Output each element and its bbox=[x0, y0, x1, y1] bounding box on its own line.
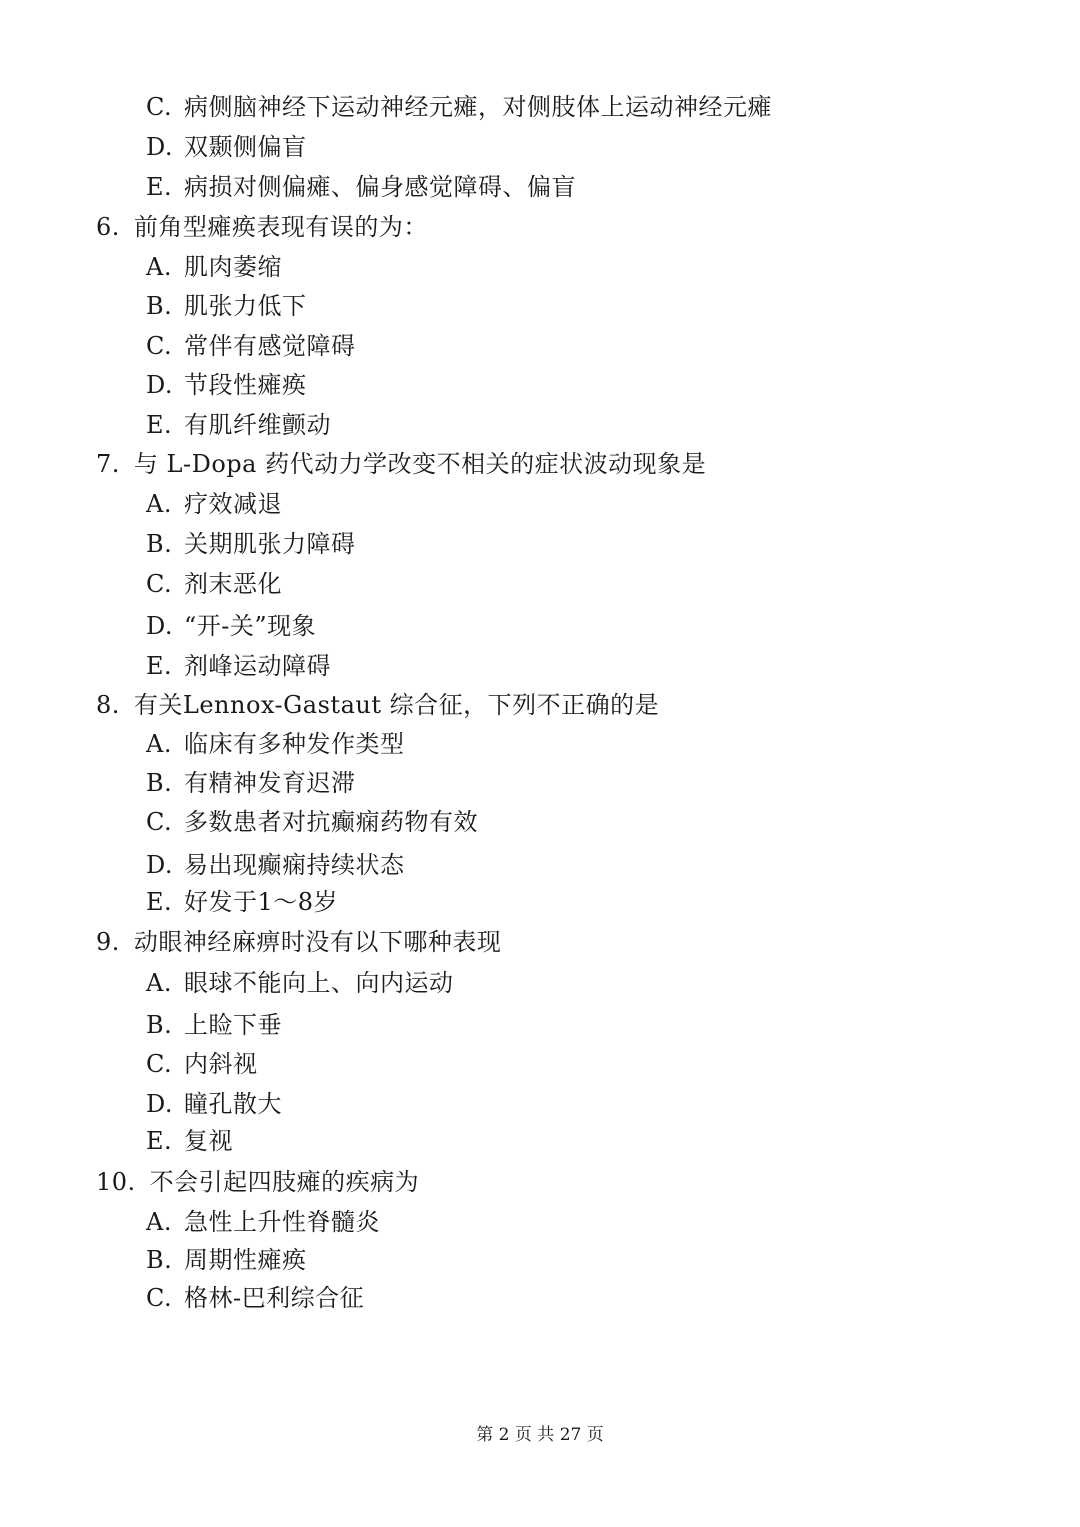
option-letter: B. bbox=[146, 1246, 173, 1274]
option-text: 上睑下垂 bbox=[184, 1011, 282, 1039]
answer-option bbox=[146, 1207, 380, 1237]
answer-option bbox=[146, 611, 316, 641]
option-letter: D. bbox=[146, 371, 174, 399]
option-text: 肌肉萎缩 bbox=[184, 253, 282, 281]
option-letter: E. bbox=[146, 652, 173, 680]
option-text: 双颞侧偏盲 bbox=[184, 133, 307, 161]
question-number: 7. bbox=[96, 450, 120, 478]
answer-option bbox=[146, 1245, 307, 1275]
option-text: 临床有多种发作类型 bbox=[184, 730, 405, 758]
answer-option bbox=[146, 370, 307, 400]
answer-option bbox=[146, 410, 331, 440]
option-text: 剂末恶化 bbox=[184, 570, 282, 598]
question-stem bbox=[96, 449, 706, 479]
answer-option bbox=[146, 1283, 364, 1313]
answer-option bbox=[146, 768, 356, 798]
question-number: 8. bbox=[96, 691, 120, 719]
option-text: 急性上升性脊髓炎 bbox=[184, 1208, 380, 1236]
answer-option bbox=[146, 887, 338, 917]
question-text: 前角型瘫痪表现有误的为： bbox=[133, 213, 428, 241]
option-text: 病侧脑神经下运动神经元瘫，对侧肢体上运动神经元瘫 bbox=[184, 93, 772, 121]
question-number: 9. bbox=[96, 928, 120, 956]
answer-option bbox=[146, 651, 331, 681]
option-text: 好发于1～8岁 bbox=[184, 888, 339, 916]
answer-option bbox=[146, 132, 307, 162]
option-text: 常伴有感觉障碍 bbox=[184, 332, 356, 360]
option-text: 内斜视 bbox=[184, 1050, 258, 1078]
option-text: 肌张力低下 bbox=[184, 292, 307, 320]
question-number: 6. bbox=[96, 213, 120, 241]
question-number: 10. bbox=[96, 1168, 136, 1196]
option-text: 有肌纤维颤动 bbox=[184, 411, 331, 439]
question-stem bbox=[96, 212, 428, 242]
option-letter: C. bbox=[146, 93, 173, 121]
option-text: 多数患者对抗癫痫药物有效 bbox=[184, 808, 478, 836]
option-text: 眼球不能向上、向内运动 bbox=[184, 969, 454, 997]
option-letter: E. bbox=[146, 888, 173, 916]
option-letter: A. bbox=[146, 253, 172, 281]
question-stem bbox=[96, 690, 659, 720]
option-text: 疗效减退 bbox=[184, 490, 282, 518]
option-letter: E. bbox=[146, 411, 173, 439]
option-letter: A. bbox=[146, 969, 172, 997]
answer-option bbox=[146, 529, 356, 559]
question-text: 与 L-Dopa 药代动力学改变不相关的症状波动现象是 bbox=[133, 450, 707, 478]
answer-option bbox=[146, 968, 454, 998]
option-text: 周期性瘫痪 bbox=[184, 1246, 307, 1274]
question-text: 不会引起四肢瘫的疾病为 bbox=[149, 1168, 420, 1196]
answer-option bbox=[146, 569, 282, 599]
answer-option bbox=[146, 291, 307, 321]
answer-option bbox=[146, 807, 478, 837]
question-stem bbox=[96, 1167, 419, 1197]
answer-option bbox=[146, 489, 282, 519]
option-letter: C. bbox=[146, 332, 173, 360]
option-text: 节段性瘫痪 bbox=[184, 371, 307, 399]
option-text: 格林-巴利综合征 bbox=[184, 1284, 365, 1312]
option-letter: E. bbox=[146, 1127, 173, 1155]
option-text: 易出现癫痫持续状态 bbox=[184, 851, 405, 879]
option-letter: C. bbox=[146, 570, 173, 598]
option-letter: E. bbox=[146, 173, 173, 201]
answer-option bbox=[146, 172, 576, 202]
option-text: 瞳孔散大 bbox=[184, 1090, 282, 1118]
option-letter: D. bbox=[146, 612, 174, 640]
option-letter: D. bbox=[146, 851, 174, 879]
page-footer: 第 2 页 共 27 页 bbox=[476, 1425, 604, 1445]
answer-option bbox=[146, 1010, 282, 1040]
option-letter: A. bbox=[146, 1208, 172, 1236]
answer-option bbox=[146, 92, 772, 122]
option-text: 有精神发育迟滞 bbox=[184, 769, 356, 797]
option-text: 关期肌张力障碍 bbox=[184, 530, 356, 558]
answer-option bbox=[146, 1126, 233, 1156]
option-letter: B. bbox=[146, 292, 173, 320]
option-letter: D. bbox=[146, 133, 174, 161]
answer-option bbox=[146, 1049, 258, 1079]
option-letter: B. bbox=[146, 530, 173, 558]
option-letter: B. bbox=[146, 1011, 173, 1039]
option-letter: A. bbox=[146, 490, 172, 518]
option-text: 病损对侧偏瘫、偏身感觉障碍、偏盲 bbox=[184, 173, 576, 201]
answer-option bbox=[146, 729, 405, 759]
answer-option bbox=[146, 331, 356, 361]
answer-option bbox=[146, 850, 405, 880]
question-text: 有关Lennox-Gastaut 综合征，下列不正确的是 bbox=[133, 691, 660, 719]
answer-option bbox=[146, 1089, 282, 1119]
option-text: 剂峰运动障碍 bbox=[184, 652, 331, 680]
option-letter: A. bbox=[146, 730, 172, 758]
option-letter: B. bbox=[146, 769, 173, 797]
option-letter: C. bbox=[146, 1050, 173, 1078]
question-text: 动眼神经麻痹时没有以下哪种表现 bbox=[133, 928, 502, 956]
option-letter: C. bbox=[146, 1284, 173, 1312]
option-text: “开-关”现象 bbox=[184, 612, 317, 640]
option-text: 复视 bbox=[184, 1127, 233, 1155]
option-letter: C. bbox=[146, 808, 173, 836]
answer-option bbox=[146, 252, 282, 282]
option-letter: D. bbox=[146, 1090, 174, 1118]
question-stem bbox=[96, 927, 501, 957]
